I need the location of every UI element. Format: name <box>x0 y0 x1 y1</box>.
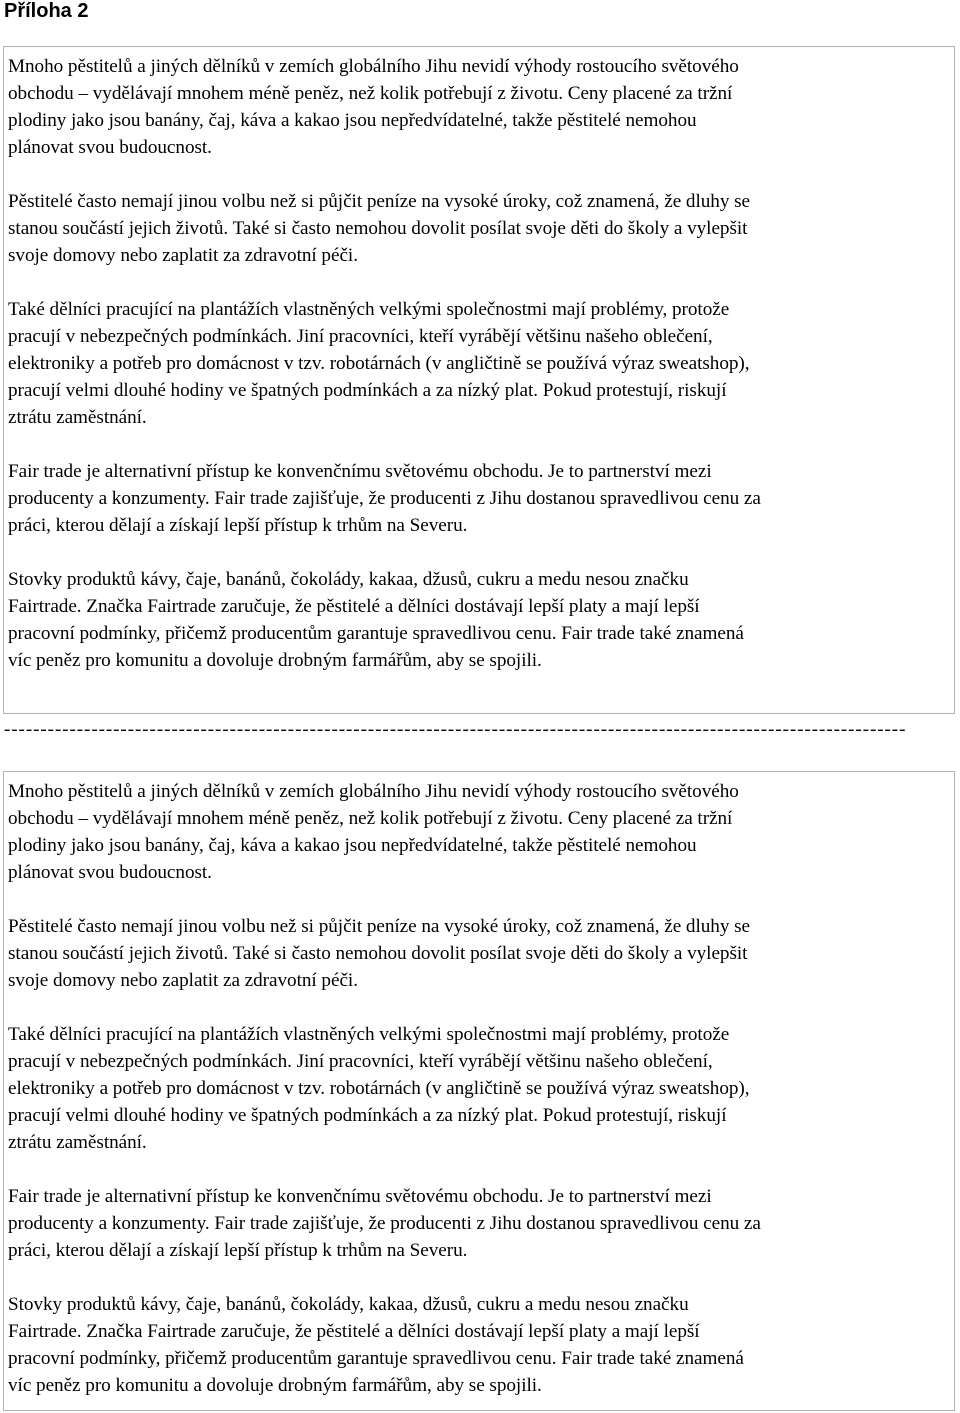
text-line: Mnoho pěstitelů a jiných dělníků v zemích globálního Jihu nevidí výhody rostoucího světového <box>8 781 739 802</box>
text-line: Stovky produktů kávy, čaje, banánů, čokolády, kakaa, džusů, cukru a medu nesou značku <box>8 569 689 590</box>
text-line: práci, kterou dělají a získají lepší přístup k trhům na Severu. <box>8 1240 468 1261</box>
text-line: Také dělníci pracující na plantážích vlastněných velkými společnostmi mají problémy, protože <box>8 299 730 320</box>
text-line: Také dělníci pracující na plantážích vlastněných velkými společnostmi mají problémy, protože <box>8 1024 730 1045</box>
paragraph-fairtrade-products <box>8 566 950 674</box>
text-line: plodiny jako jsou banány, čaj, káva a kakao jsou nepředvídatelné, takže pěstitelé nemohou <box>8 835 697 856</box>
text-line: svoje domovy nebo zaplatit za zdravotní péči. <box>8 970 358 991</box>
paragraph-workers <box>8 296 950 431</box>
page-heading: Příloha 2 <box>4 0 89 22</box>
text-line: obchodu – vydělávají mnohem méně peněz, než kolik potřebují z životu. Ceny placené za tržní <box>8 83 733 104</box>
text-line: Stovky produktů kávy, čaje, banánů, čokolády, kakaa, džusů, cukru a medu nesou značku <box>8 1294 689 1315</box>
paragraph-global-south <box>8 53 950 161</box>
text-line: ztrátu zaměstnání. <box>8 407 147 428</box>
text-line: svoje domovy nebo zaplatit za zdravotní péči. <box>8 245 358 266</box>
text-line: pracovní podmínky, přičemž producentům garantuje spravedlivou cenu. Fair trade také znamená <box>8 623 744 644</box>
text-box-top <box>3 46 955 714</box>
text-line: pracují velmi dlouhé hodiny ve špatných podmínkách a za nízký plat. Pokud protestují, riskují <box>8 380 727 401</box>
text-line: stanou součástí jejich životů. Také si často nemohou dovolit posílat svoje děti do školy a vylepšit <box>8 218 748 239</box>
text-line: Mnoho pěstitelů a jiných dělníků v zemích globálního Jihu nevidí výhody rostoucího světového <box>8 56 739 77</box>
text-line: víc peněz pro komunitu a dovoluje drobným farmářům, aby se spojili. <box>8 1375 542 1396</box>
text-line: Fair trade je alternativní přístup ke konvenčnímu světovému obchodu. Je to partnerství mezi <box>8 461 712 482</box>
paragraph-debts <box>8 188 950 269</box>
text-line: pracují v nebezpečných podmínkách. Jiní pracovníci, kteří vyrábějí většinu našeho oblečení, <box>8 326 713 347</box>
text-line: obchodu – vydělávají mnohem méně peněz, než kolik potřebují z životu. Ceny placené za tržní <box>8 808 733 829</box>
text-line: pracovní podmínky, přičemž producentům garantuje spravedlivou cenu. Fair trade také znamená <box>8 1348 744 1369</box>
paragraph-fairtrade-products <box>8 1291 950 1399</box>
text-line: Fairtrade. Značka Fairtrade zaručuje, že pěstitelé a dělníci dostávají lepší platy a mají lepší <box>8 1321 700 1342</box>
text-line: plánovat svou budoucnost. <box>8 862 212 883</box>
text-line: stanou součástí jejich životů. Také si často nemohou dovolit posílat svoje děti do školy a vylepšit <box>8 943 748 964</box>
text-line: Fairtrade. Značka Fairtrade zaručuje, že pěstitelé a dělníci dostávají lepší platy a mají lepší <box>8 596 700 617</box>
cut-line-separator: ---------------------------------------------------------------------------------------------------------------------------- <box>4 719 907 740</box>
text-line: víc peněz pro komunitu a dovoluje drobným farmářům, aby se spojili. <box>8 650 542 671</box>
text-line: Fair trade je alternativní přístup ke konvenčnímu světovému obchodu. Je to partnerství mezi <box>8 1186 712 1207</box>
text-line: elektroniky a potřeb pro domácnost v tzv. robotárnách (v angličtině se používá výraz sweatshop), <box>8 353 750 374</box>
paragraph-workers <box>8 1021 950 1156</box>
paragraph-global-south <box>8 778 950 886</box>
text-line: producenty a konzumenty. Fair trade zajišťuje, že producenti z Jihu dostanou spravedlivou cenu za <box>8 488 761 509</box>
text-line: plodiny jako jsou banány, čaj, káva a kakao jsou nepředvídatelné, takže pěstitelé nemohou <box>8 110 697 131</box>
text-line: ztrátu zaměstnání. <box>8 1132 147 1153</box>
text-line: producenty a konzumenty. Fair trade zajišťuje, že producenti z Jihu dostanou spravedlivou cenu za <box>8 1213 761 1234</box>
text-line: práci, kterou dělají a získají lepší přístup k trhům na Severu. <box>8 515 468 536</box>
text-line: pracují v nebezpečných podmínkách. Jiní pracovníci, kteří vyrábějí většinu našeho oblečení, <box>8 1051 713 1072</box>
text-line: Pěstitelé často nemají jinou volbu než si půjčit peníze na vysoké úroky, což znamená, že dluhy se <box>8 191 750 212</box>
text-line: plánovat svou budoucnost. <box>8 137 212 158</box>
text-box-bottom <box>3 771 955 1411</box>
text-line: Pěstitelé často nemají jinou volbu než si půjčit peníze na vysoké úroky, což znamená, že dluhy se <box>8 916 750 937</box>
paragraph-fair-trade <box>8 458 950 539</box>
paragraph-fair-trade <box>8 1183 950 1264</box>
text-line: pracují velmi dlouhé hodiny ve špatných podmínkách a za nízký plat. Pokud protestují, riskují <box>8 1105 727 1126</box>
text-line: elektroniky a potřeb pro domácnost v tzv. robotárnách (v angličtině se používá výraz sweatshop), <box>8 1078 750 1099</box>
paragraph-debts <box>8 913 950 994</box>
